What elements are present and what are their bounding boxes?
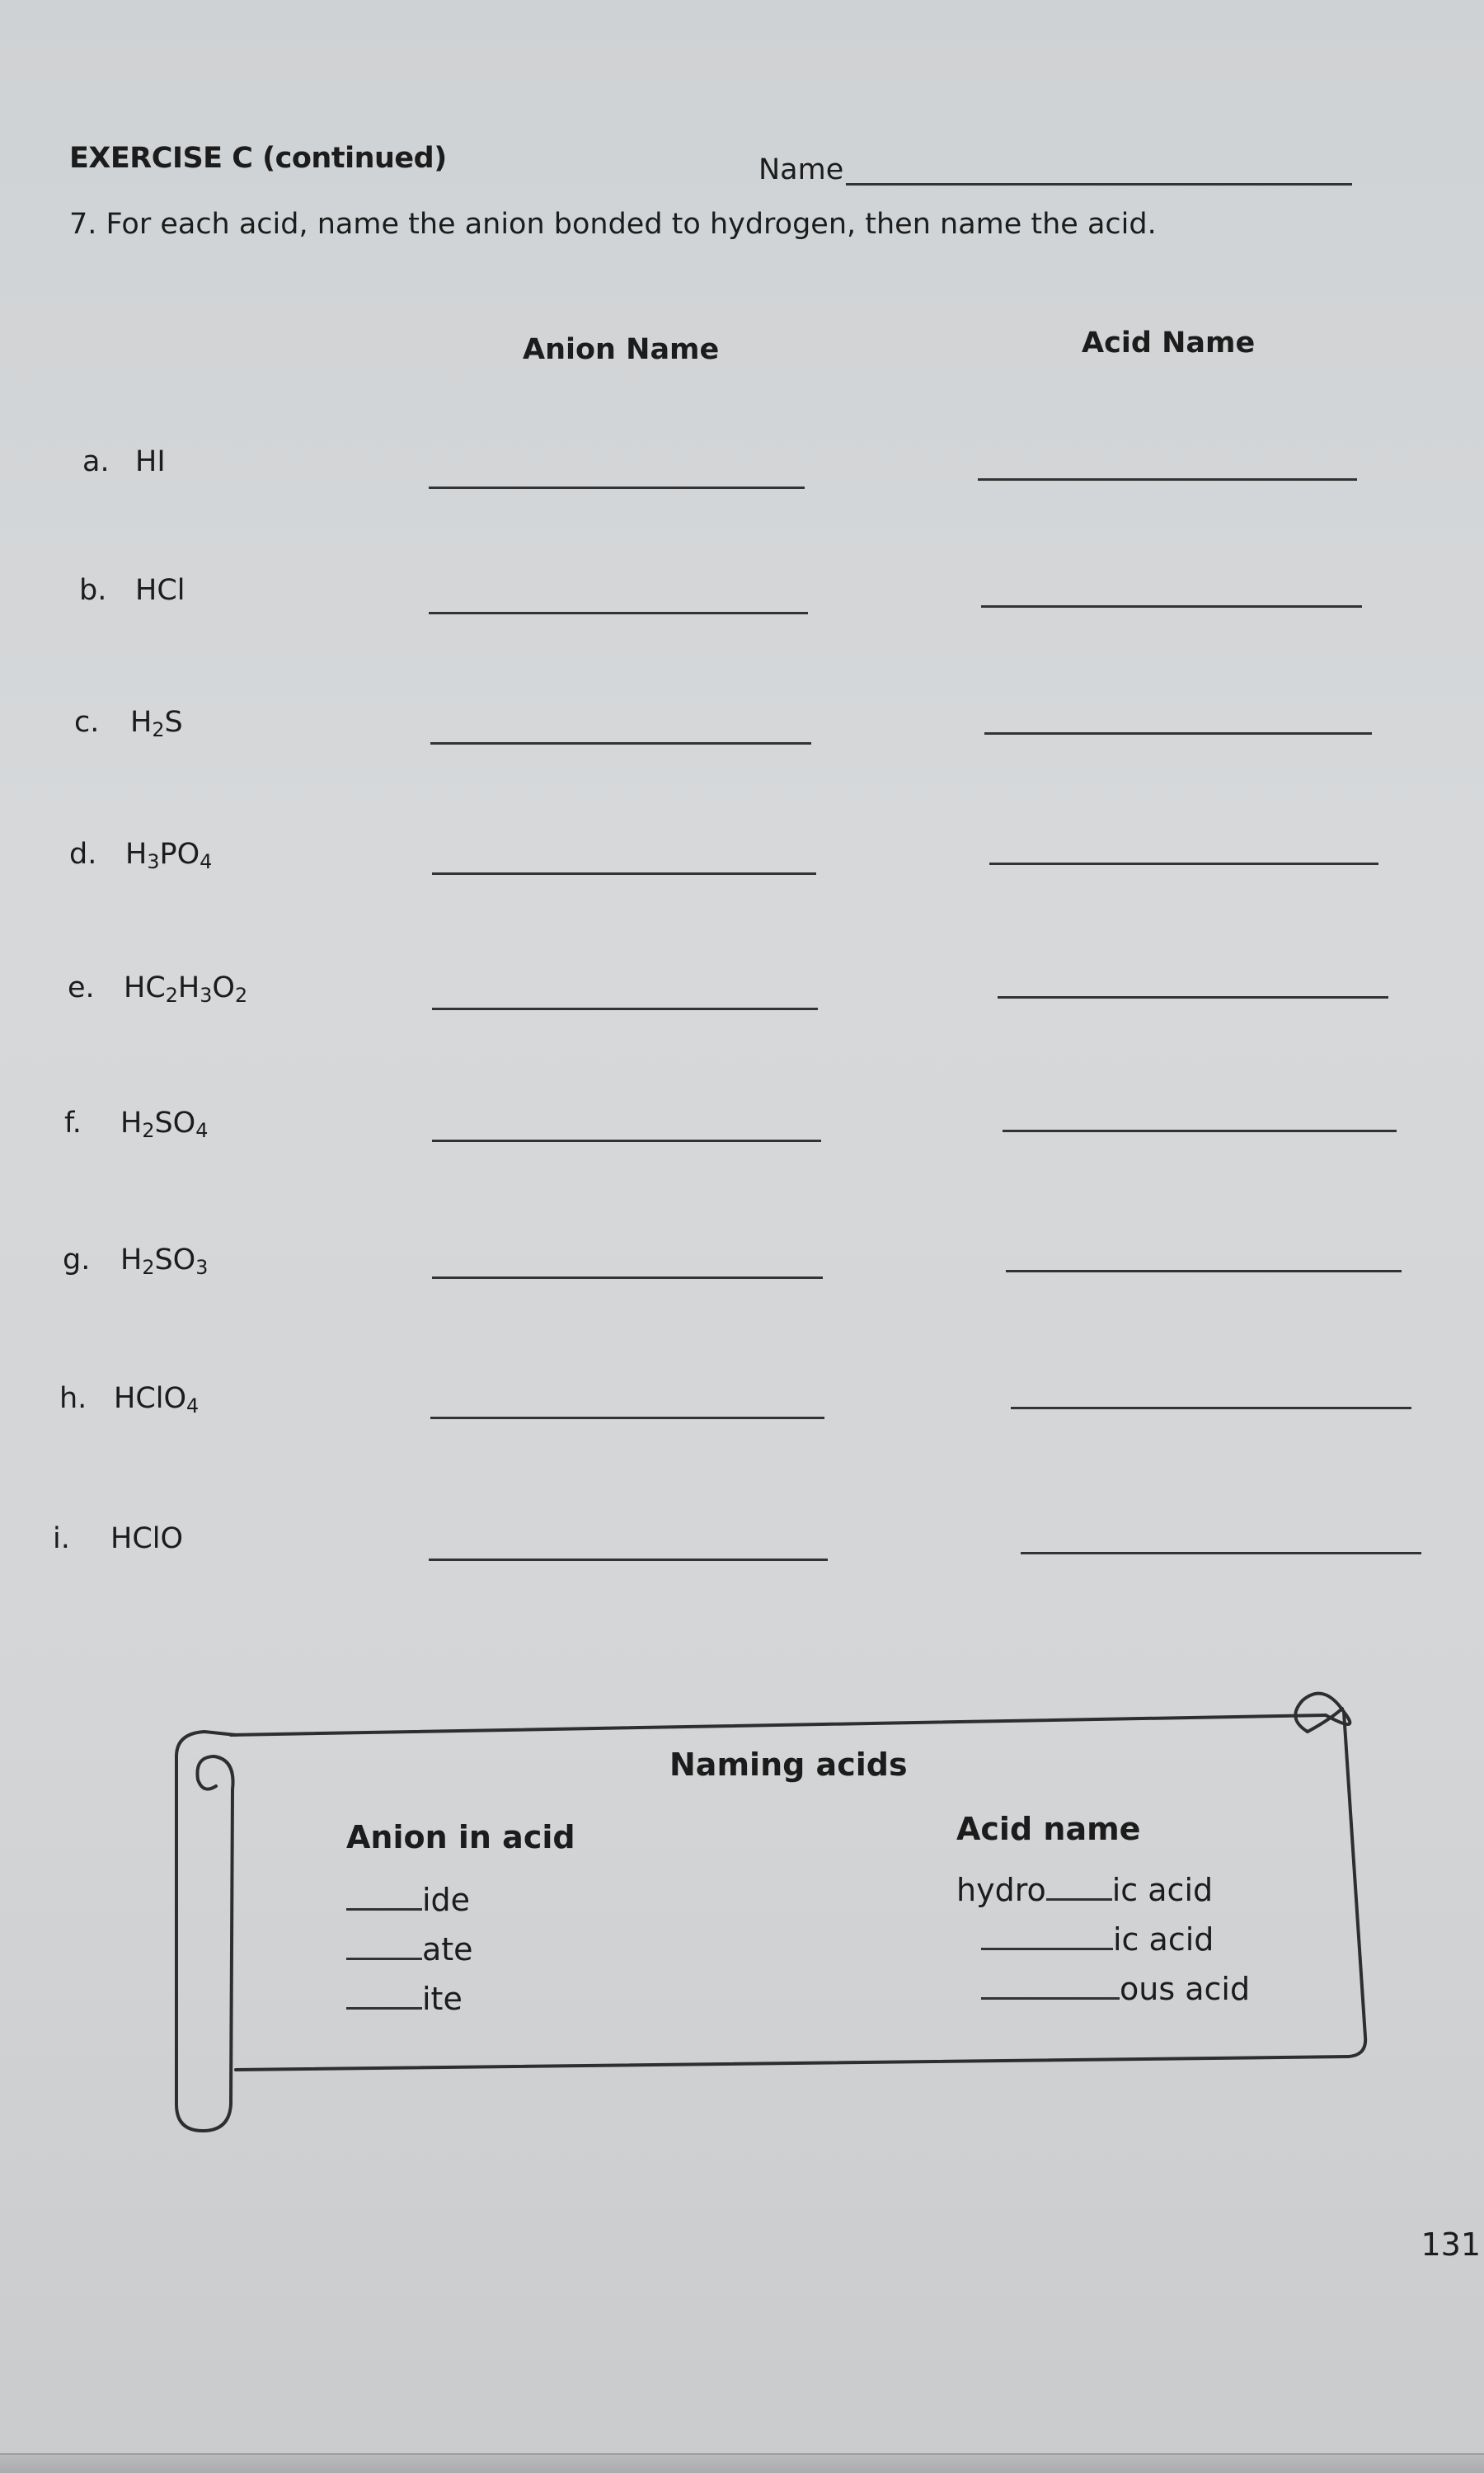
question-letter: b. <box>79 574 107 607</box>
acid-ending-row <box>956 1872 1213 1908</box>
acid-prefix-text: hydro <box>956 1872 1046 1908</box>
acid-ending-row <box>981 1971 1250 2007</box>
anion-ending-row <box>346 1882 470 1918</box>
acid-formula: $H_2S$ <box>130 706 183 741</box>
acid-ending-text: ic acid <box>1111 1872 1214 1908</box>
name-label: Name <box>758 153 844 186</box>
page-number: 131 <box>1421 2226 1481 2263</box>
question-letter: a. <box>82 445 110 478</box>
question-letter: f. <box>64 1107 82 1140</box>
acid-formula: $HC_2H_3O_2$ <box>124 971 248 1007</box>
anion-ending-row <box>346 1931 473 1968</box>
acid-name-column-header: Acid name <box>956 1811 1141 1847</box>
instruction-text: 7. For each acid, name the anion bonded to hydrogen, then name the acid. <box>69 208 1157 241</box>
anion-in-acid-header: Anion in acid <box>346 1819 575 1855</box>
question-letter: g. <box>63 1244 91 1276</box>
acid-ending-text: ic acid <box>1113 1921 1214 1958</box>
acid-formula: $H_2SO_3$ <box>120 1244 209 1279</box>
anion-ending-text: ite <box>422 1981 463 2017</box>
question-letter: h. <box>59 1382 87 1415</box>
anion-ending-text: ide <box>422 1882 471 1918</box>
anion-ending-row <box>346 1981 463 2017</box>
acid-formula: $H_2SO_4$ <box>120 1107 209 1142</box>
question-letter: c. <box>74 706 100 739</box>
acid-formula: $H_3PO_4$ <box>125 838 213 873</box>
acid-formula: HI <box>135 445 166 478</box>
acid-ending-blank[interactable] <box>1046 1898 1112 1901</box>
acid-ending-text: ous acid <box>1120 1971 1251 2007</box>
naming-acids-title: Naming acids <box>669 1747 908 1783</box>
anion-ending-blank[interactable] <box>346 2007 422 2010</box>
anion-ending-text: ate <box>422 1931 473 1968</box>
anion-ending-blank[interactable] <box>346 1908 422 1911</box>
acid-ending-row <box>981 1921 1214 1958</box>
question-letter: e. <box>68 971 95 1004</box>
acid-ending-blank[interactable] <box>981 1948 1113 1950</box>
acid-ending-blank[interactable] <box>981 1997 1120 2000</box>
question-letter: d. <box>69 838 97 871</box>
exercise-title: EXERCISE C (continued) <box>69 142 447 175</box>
acid-formula: HClO <box>110 1522 184 1555</box>
acid-formula: HCl <box>135 574 186 607</box>
anion-name-header: Anion Name <box>523 333 720 366</box>
acid-formula: HClO$_4$ <box>114 1382 200 1418</box>
anion-ending-blank[interactable] <box>346 1958 422 1960</box>
acid-name-header: Acid Name <box>1082 327 1256 360</box>
question-letter: i. <box>53 1522 70 1555</box>
